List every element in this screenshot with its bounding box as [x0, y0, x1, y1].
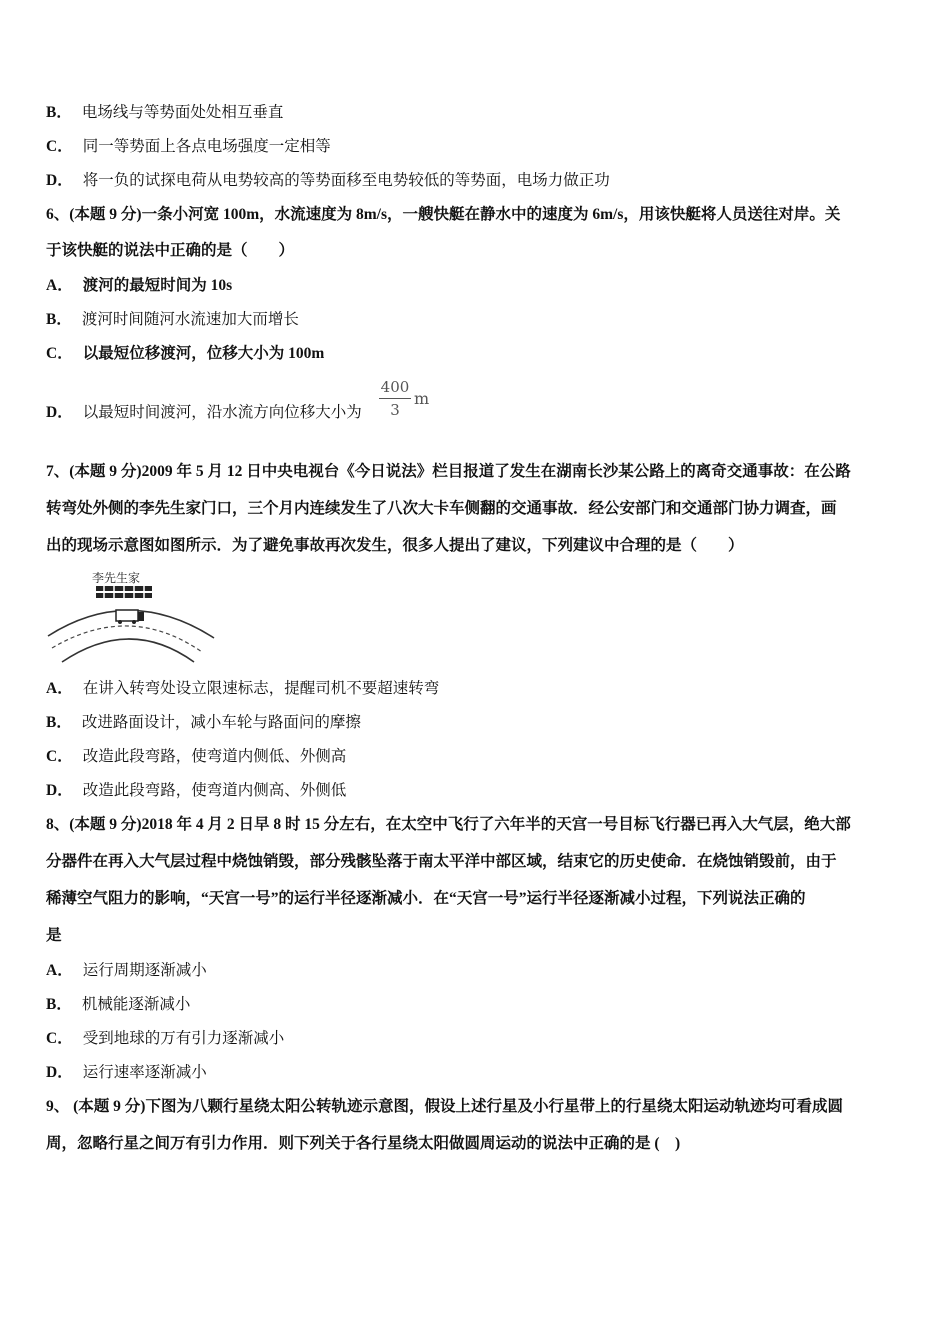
q7-option-b — [46, 712, 361, 733]
q8-option-b — [46, 994, 190, 1015]
option-letter: C． — [46, 345, 73, 362]
q8-stem-line1: 8、(本题 9 分)2018 年 4 月 2 日早 8 时 15 分左右，在太空中飞行了六年半的天宫一号目标飞行器已再入大气层，绝大部 — [46, 816, 851, 833]
q6-option-c — [46, 343, 324, 364]
option-text: 运行周期逐渐减小 — [82, 961, 207, 979]
option-letter: A． — [46, 277, 73, 294]
q8-option-a — [46, 960, 207, 981]
q8-stem-line3: 稀薄空气阻力的影响，“天宫一号”的运行半径逐渐减小．在“天宫一号”运行半径逐渐减小过程，下列说法正确的 — [46, 890, 806, 907]
q6-option-a — [46, 275, 232, 296]
option-letter: C． — [46, 748, 73, 765]
q6-stem-line1: 6、(本题 9 分)一条小河宽 100m，水流速度为 8m/s，一艘快艇在静水中的速度为 6m/s，用该快艇将人员送往对岸。关 — [46, 206, 841, 223]
option-letter: A． — [46, 962, 73, 979]
option-text: 改造此段弯路，使弯道内侧高、外侧低 — [82, 781, 347, 799]
house-icon — [96, 586, 152, 598]
option-text: 受到地球的万有引力逐渐减小 — [82, 1029, 285, 1047]
fraction-bar — [379, 398, 411, 399]
option-text: 改造此段弯路，使弯道内侧低、外侧高 — [82, 747, 347, 765]
option-letter: D． — [46, 404, 73, 421]
q6-option-b — [46, 309, 299, 330]
q7-stem-line3: 出的现场示意图如图所示．为了避免事故再次发生，很多人提出了建议，下列建议中合理的是（ ） — [46, 537, 744, 554]
option-text: 将一负的试探电荷从电势较高的等势面移至电势较低的等势面，电场力做正功 — [82, 171, 610, 189]
option-text: 机械能逐渐减小 — [81, 995, 191, 1013]
option-letter: C． — [46, 1030, 73, 1047]
option-text: 以最短位移渡河，位移大小为 100m — [82, 345, 325, 362]
q8-stem-line4: 是 — [46, 927, 62, 944]
option-letter: D． — [46, 172, 73, 189]
q9-stem-line1: 9、 (本题 9 分)下图为八颗行星绕太阳公转轨迹示意图，假设上述行星及小行星带上的行星绕太阳运动轨迹均可看成圆 — [46, 1098, 843, 1115]
q8-option-c — [46, 1028, 284, 1049]
option-text: 在讲入转弯处设立限速标志，提醒司机不要超速转弯 — [82, 679, 440, 697]
option-letter: B． — [46, 996, 72, 1013]
q8-option-d — [46, 1062, 207, 1083]
q6-stem-line2: 于该快艇的说法中正确的是（ ） — [46, 242, 295, 259]
q5-option-c — [46, 136, 331, 157]
option-text: 电场线与等势面处处相互垂直 — [81, 103, 284, 121]
q5-option-d — [46, 170, 610, 191]
road-curve-figure — [44, 566, 219, 668]
option-letter: D． — [46, 782, 73, 799]
truck-icon — [116, 610, 144, 624]
fraction-numerator: 400 — [380, 378, 410, 396]
q7-stem-line1: 7、(本题 9 分)2009 年 5 月 12 日中央电视台《今日说法》栏目报道了发生在湖南长沙某公路上的离奇交通事故：在公路 — [46, 463, 851, 480]
fraction-denominator: 3 — [390, 401, 400, 419]
q6-option-d — [46, 402, 362, 423]
option-text: 运行速率逐渐减小 — [82, 1063, 207, 1081]
option-text: 以最短时间渡河，沿水流方向位移大小为 — [82, 403, 362, 421]
option-letter: B． — [46, 104, 72, 121]
option-text: 同一等势面上各点电场强度一定相等 — [82, 137, 331, 155]
option-text: 渡河的最短时间为 10s — [82, 277, 233, 294]
q7-stem-line2: 转弯处外侧的李先生家门口，三个月内连续发生了八次大卡车侧翻的交通事故．经公安部门和交通部门协力调查，画 — [46, 500, 837, 517]
q7-option-c — [46, 746, 346, 767]
option-text: 改进路面设计，减小车轮与路面问的摩擦 — [81, 713, 361, 731]
q5-option-b — [46, 102, 283, 123]
option-text: 渡河时间随河水流速加大而增长 — [81, 310, 299, 328]
option-letter: B． — [46, 311, 72, 328]
road-curve-diagram — [44, 566, 219, 664]
option-letter: A． — [46, 680, 73, 697]
option-letter: D． — [46, 1064, 73, 1081]
option-letter: C． — [46, 138, 73, 155]
road-inner-edge — [62, 639, 194, 662]
q8-stem-line2: 分器件在再入大气层过程中烧蚀销毁，部分残骸坠落于南太平洋中部区域，结束它的历史使命．在烧蚀销毁前，由于 — [46, 853, 837, 870]
q7-option-d — [46, 780, 346, 801]
fraction — [375, 378, 415, 419]
option-letter: B． — [46, 714, 72, 731]
fraction-unit: m — [414, 389, 430, 408]
figure-house-label: 李先生家 — [92, 571, 141, 585]
q9-stem-line2: 周，忽略行星之间万有引力作用．则下列关于各行星绕太阳做圆周运动的说法中正确的是 ( ) — [46, 1135, 681, 1152]
q7-option-a — [46, 678, 439, 699]
